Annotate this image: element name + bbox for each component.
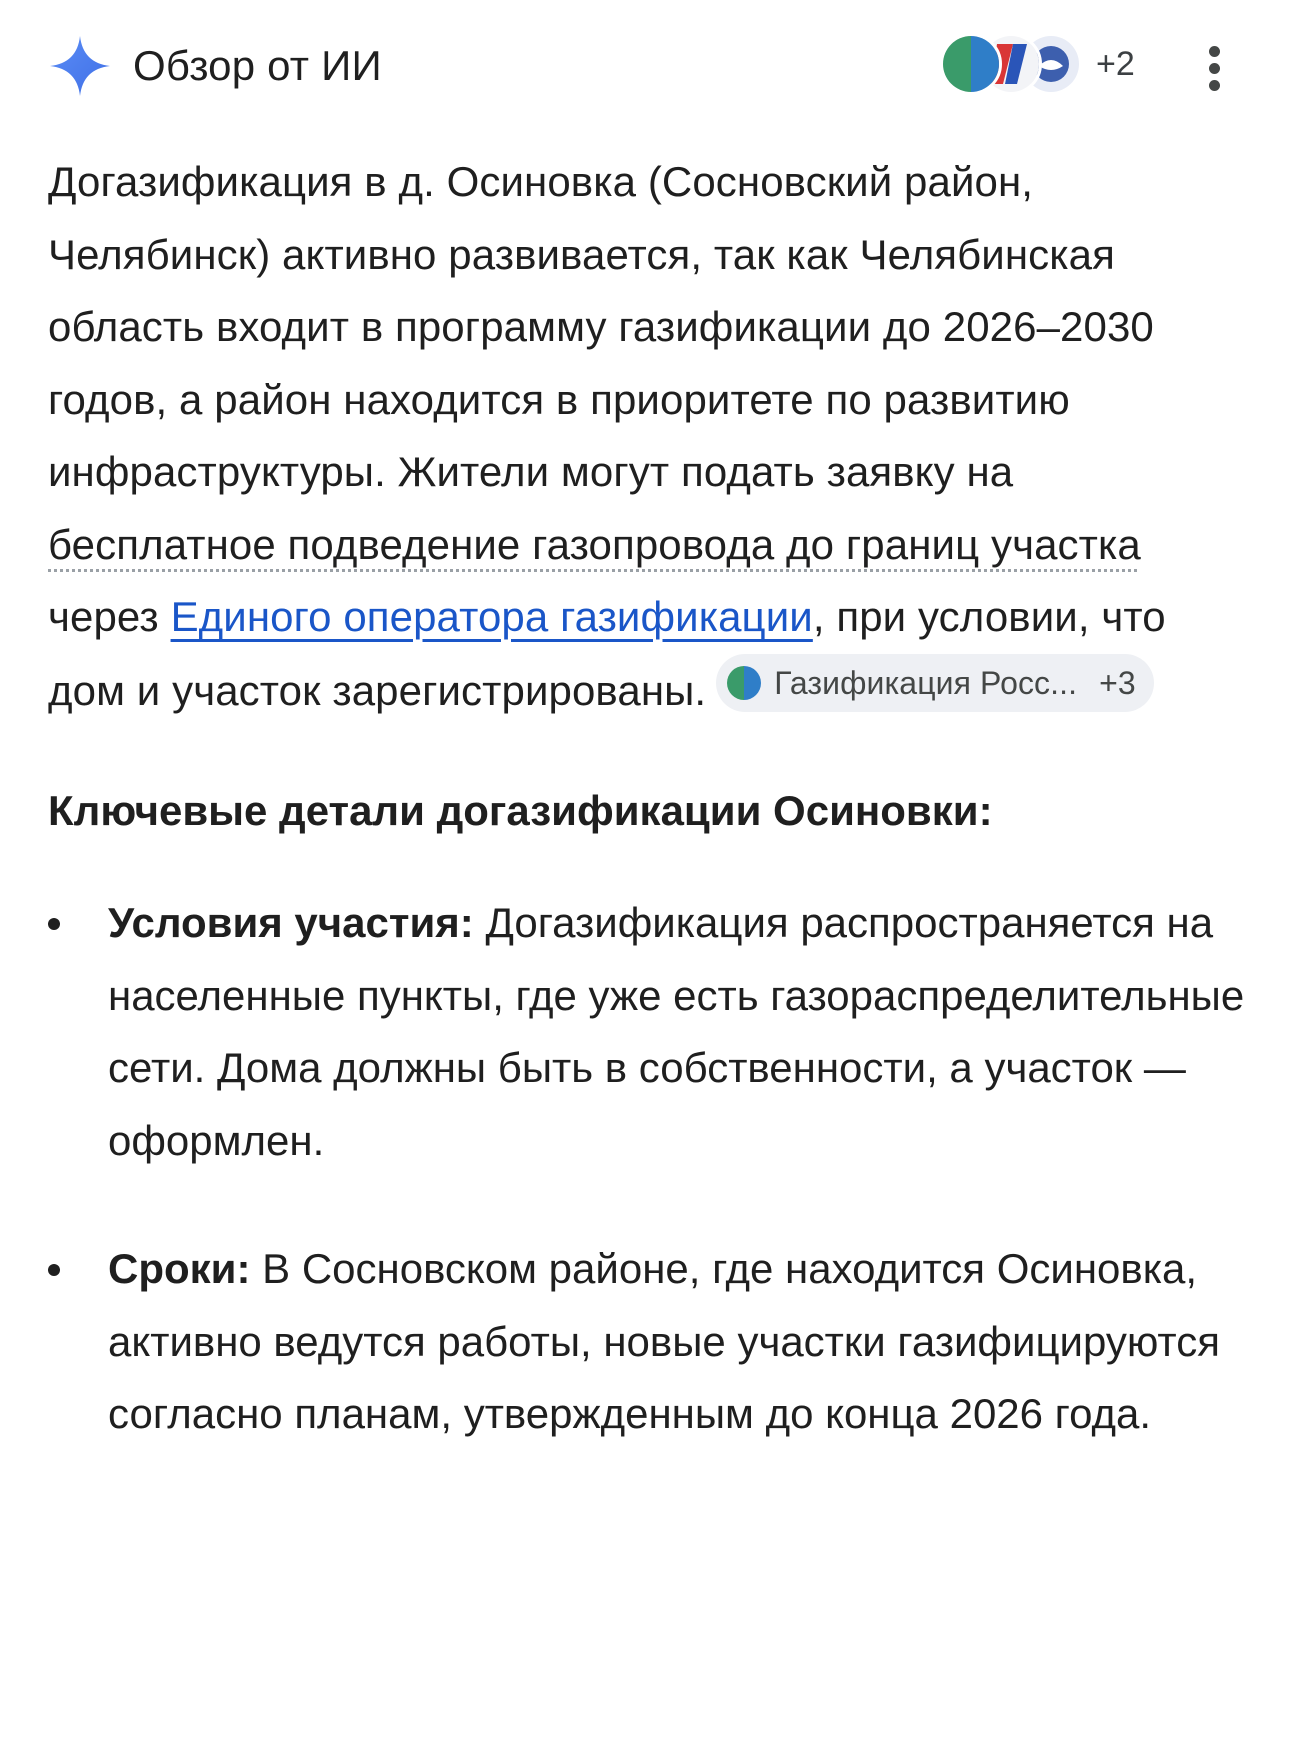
bullet-dot-icon [48,1264,60,1276]
source-chip-icon [726,665,762,701]
intro-paragraph [48,146,1248,727]
source-logo-icon [943,36,999,92]
list-item-text: Догазификация распространяется на населенные пункты, где уже есть газораспределительные сети. Дома должны быть в собственности, а участок — оформлен. [108,899,1245,1164]
sources-more-count: +2 [1096,45,1135,83]
source-avatar-1 [940,33,1002,95]
section-heading: Ключевые детали догазификации Осиновки: [48,787,993,834]
intro-text: , при условии, что дом и участок зарегистрированы. [48,593,1166,714]
ai-overview-body [48,146,1248,1507]
ai-overview-header [0,0,1290,130]
bullet-dot-icon [48,918,60,930]
intro-text: Догазификация в д. Осиновка (Сосновский район, Челябинск) активно развивается, так как Челябинская область входит в программу газификации до 2026–2030 годов, а район находится в приоритете по развитию инфраструктуры. Жители могут подать заявку на [48,158,1154,495]
more-vert-icon[interactable] [1196,40,1232,96]
list-item-text: В Сосновском районе, где находится Осиновка, активно ведутся работы, новые участки газифицируются согласно планам, утвержденным до конца 2026 года. [108,1245,1220,1437]
source-chip[interactable] [716,654,1154,712]
list-item [48,1233,1248,1451]
sources-button[interactable] [940,32,1160,102]
list-item-title: Условия участия: [108,899,474,946]
glossary-term[interactable]: бесплатное подведение газопровода до границ участка [48,520,1141,568]
list-item [48,887,1248,1177]
intro-text: через [48,593,171,640]
gas-operator-link[interactable]: Единого оператора газификации [170,593,813,640]
source-chip-count: +3 [1099,664,1136,701]
ai-overview-title: Обзор от ИИ [133,42,382,89]
source-chip-label: Газификация Росс... [774,664,1078,701]
gemini-spark-icon [48,34,112,98]
list-item-title: Сроки: [108,1245,251,1292]
details-list [48,887,1248,1451]
